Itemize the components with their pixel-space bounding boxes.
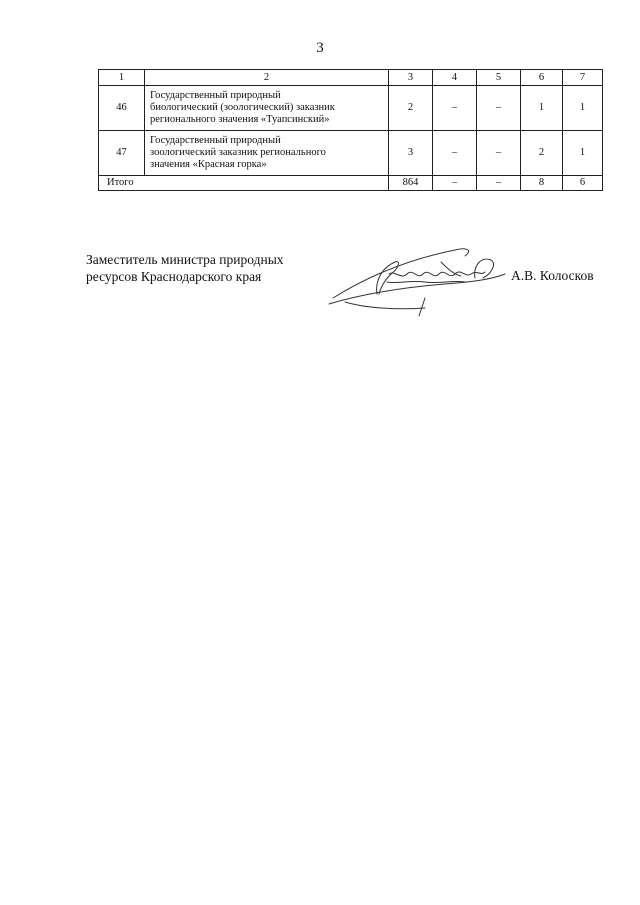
total-label: Итого [99,176,389,191]
row-number: 47 [99,131,145,176]
reserve-name: Государственный природный биологический (зоологический) заказник регионального значения «Туапсинский» [145,86,389,131]
header-cell: 5 [477,70,521,86]
table-cell: – [433,131,477,176]
page-number: 3 [316,40,324,56]
signatory-title-line: Заместитель министра природных [86,252,284,267]
table-cell: – [477,86,521,131]
total-cell: 864 [389,176,433,191]
row-number: 46 [99,86,145,131]
signer-name: А.В. Колосков [511,268,594,283]
total-cell: 6 [563,176,603,191]
register-table [98,69,603,191]
total-row [99,176,603,191]
table-row [99,86,603,131]
table-cell: 2 [389,86,433,131]
total-cell: – [477,176,521,191]
header-cell: 6 [521,70,563,86]
handwritten-signature [325,238,510,320]
table-cell: – [433,86,477,131]
table-cell: 2 [521,131,563,176]
table-row [99,131,603,176]
table-cell: 1 [563,86,603,131]
table-header-row [99,70,603,86]
header-cell: 2 [145,70,389,86]
signatory-title [86,251,284,285]
table-cell: – [477,131,521,176]
header-cell: 4 [433,70,477,86]
total-cell: 8 [521,176,563,191]
header-cell: 3 [389,70,433,86]
total-cell: – [433,176,477,191]
table-cell: 1 [563,131,603,176]
table-cell: 3 [389,131,433,176]
header-cell: 1 [99,70,145,86]
reserve-name: Государственный природный зоологический заказник регионального значения «Красная горка» [145,131,389,176]
table-cell: 1 [521,86,563,131]
signatory-title-line: ресурсов Краснодарского края [86,269,262,284]
header-cell: 7 [563,70,603,86]
